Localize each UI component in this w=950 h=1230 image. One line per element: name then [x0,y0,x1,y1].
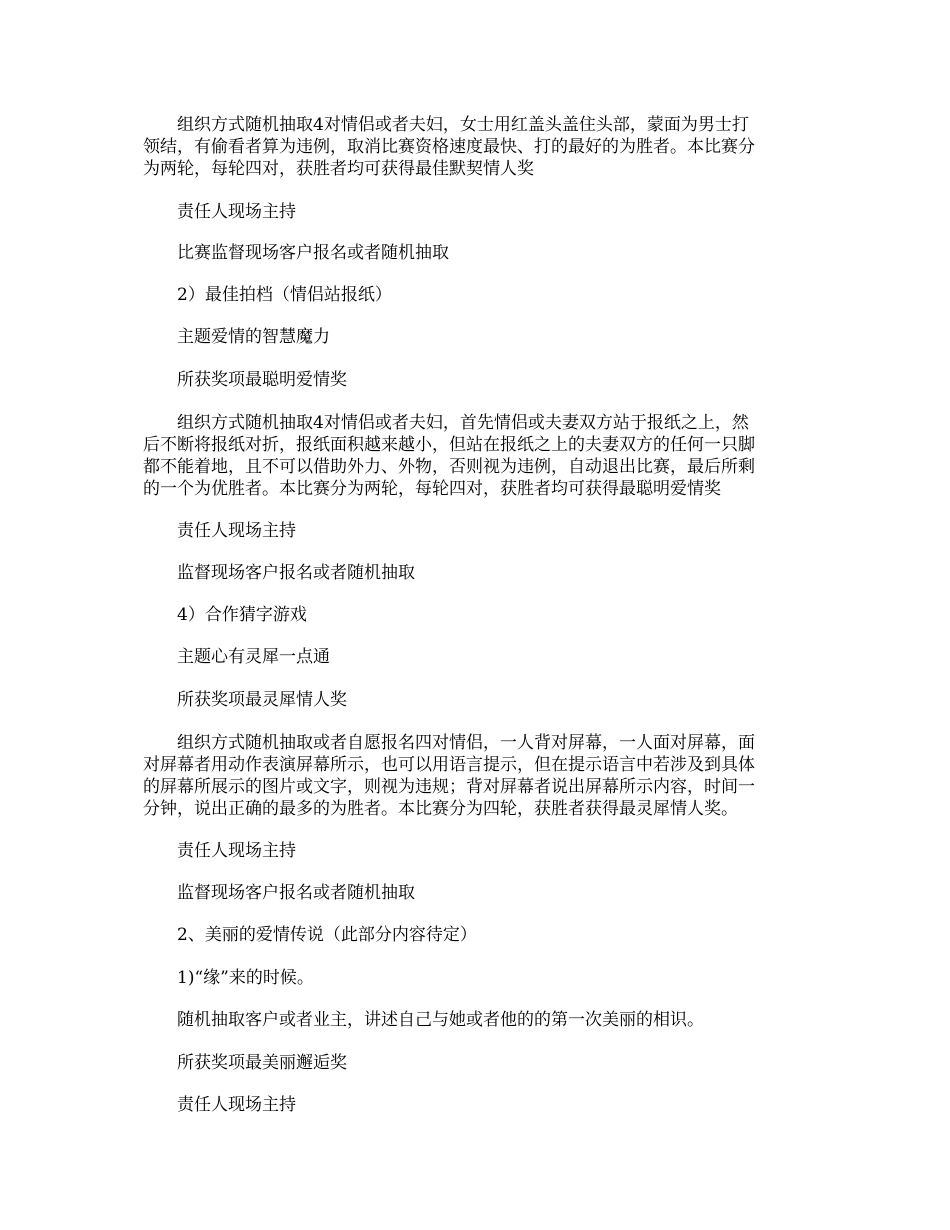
section-heading: 2、美丽的爱情传说（此部分内容待定） [177,925,477,945]
paragraph-supervision: 监督现场客户报名或者随机抽取 [177,563,415,583]
paragraph-description: 随机抽取客户或者业主，讲述自己与她或者他的的第一次美丽的相识。 [177,1010,704,1030]
paragraph-award: 所获奖项最聪明爱情奖 [177,370,347,390]
paragraph-award: 所获奖项最美丽邂逅奖 [177,1053,347,1073]
text-line: 都不能着地，且不可以借助外力、外物，否则视为违例，自动退出比赛，最后所剩 [143,457,755,477]
paragraph-award: 所获奖项最灵犀情人奖 [177,690,347,710]
section-heading: 4）合作猜字游戏 [177,605,307,625]
paragraph-supervision: 监督现场客户报名或者随机抽取 [177,883,415,903]
paragraph-theme: 主题爱情的智慧魔力 [177,327,330,347]
section-heading: 2）最佳拍档（情侣站报纸） [177,285,392,305]
paragraph-responsible: 责任人现场主持 [177,521,296,541]
text-line: 对屏幕者用动作表演屏幕所示，也可以用语言提示，但在提示语言中若涉及到具体 [143,755,755,775]
text-line: 为两轮，每轮四对，获胜者均可获得最佳默契情人奖 [143,159,534,179]
subsection-heading: 1)“缘”来的时候。 [177,968,314,988]
text-line: 的屏幕所展示的图片或文字，则视为违规；背对屏幕者说出屏幕所示内容，时间一 [143,777,755,797]
text-line: 组织方式随机抽取4对情侣或者夫妇，女士用红盖头盖住头部，蒙面为男士打 [177,115,749,135]
text-line: 领结，有偷看者算为违例，取消比赛资格速度最快、打的最好的为胜者。本比赛分 [143,137,755,157]
paragraph-responsible: 责任人现场主持 [177,1095,296,1115]
text-line: 后不断将报纸对折，报纸面积越来越小，但站在报纸之上的夫妻双方的任何一只脚 [143,435,755,455]
text-line: 组织方式随机抽取或者自愿报名四对情侣，一人背对屏幕，一人面对屏幕，面 [177,733,755,753]
paragraph-theme: 主题心有灵犀一点通 [177,647,330,667]
text-line: 组织方式随机抽取4对情侣或者夫妇，首先情侣或夫妻双方站于报纸之上，然 [177,413,749,433]
text-line: 分钟，说出正确的最多的为胜者。本比赛分为四轮，获胜者获得最灵犀情人奖。 [143,799,738,819]
paragraph-responsible: 责任人现场主持 [177,202,296,222]
text-line: 的一个为优胜者。本比赛分为两轮，每轮四对，获胜者均可获得最聪明爱情奖 [143,479,721,499]
paragraph-responsible: 责任人现场主持 [177,841,296,861]
paragraph-supervision: 比赛监督现场客户报名或者随机抽取 [177,243,449,263]
